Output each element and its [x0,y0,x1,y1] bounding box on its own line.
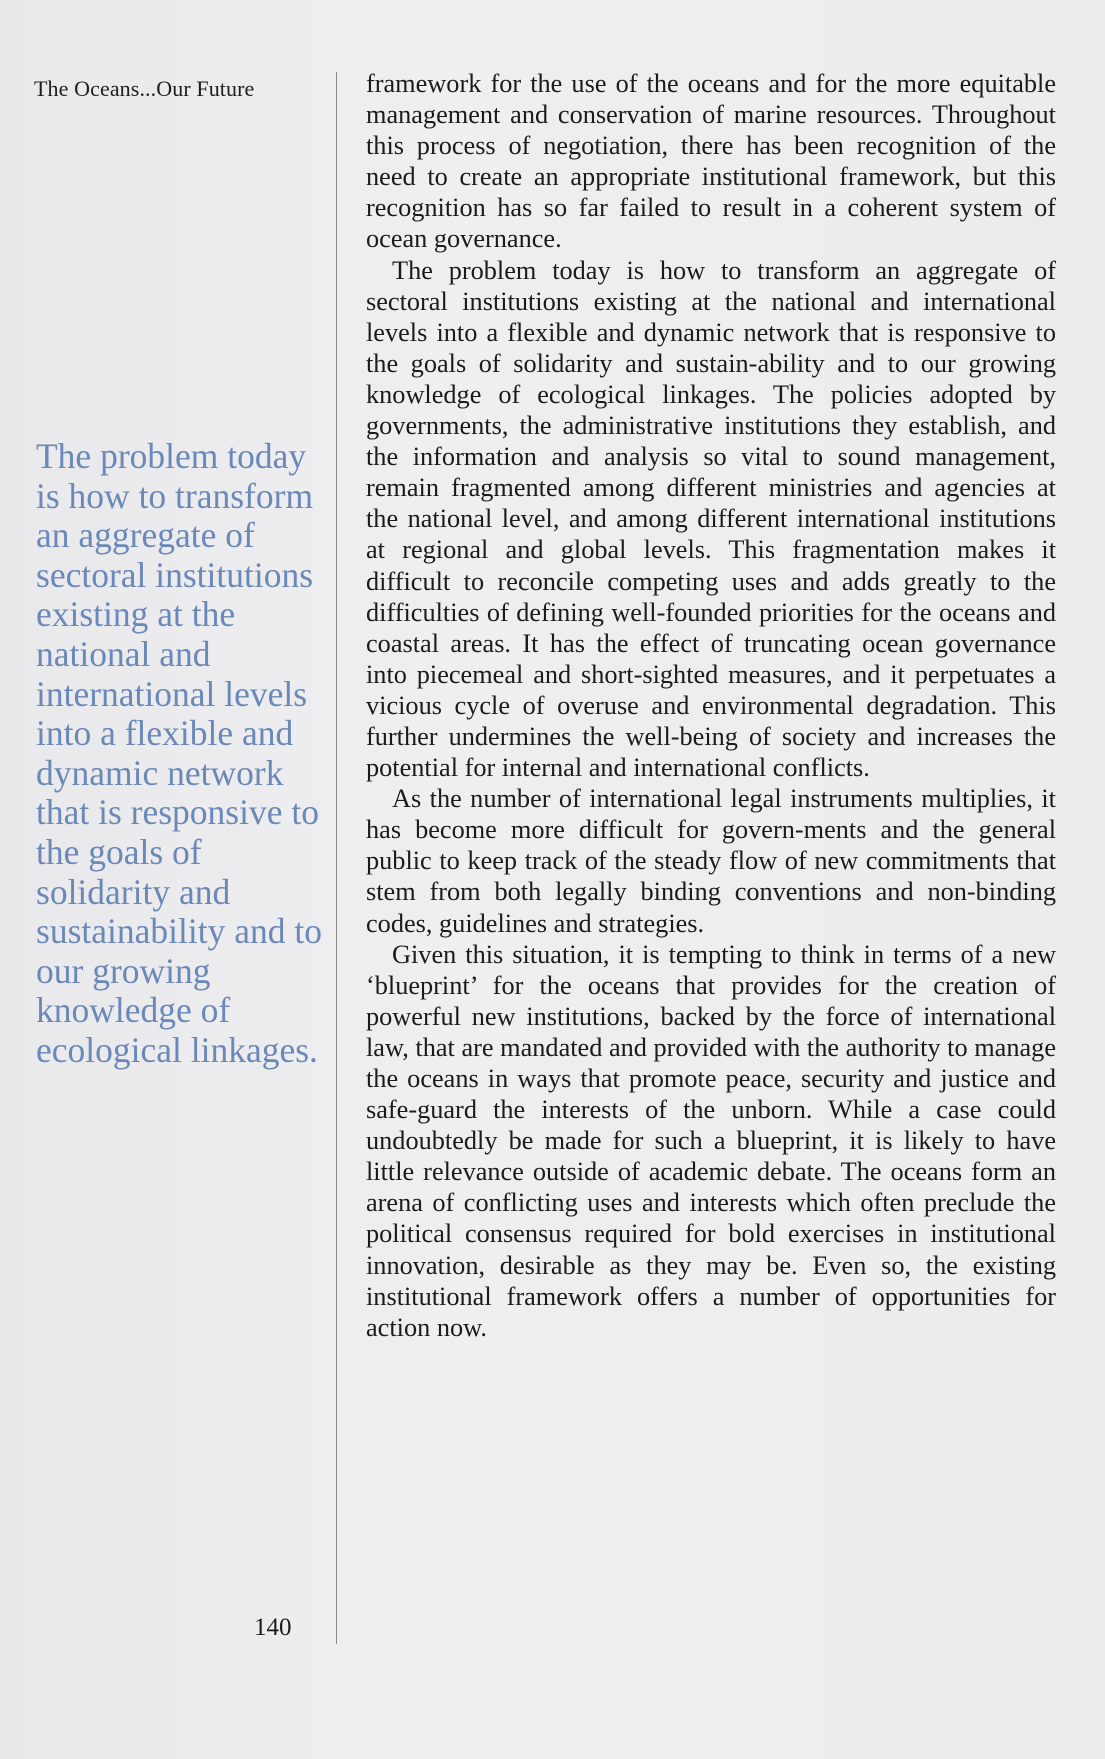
page-number: 140 [254,1614,292,1641]
body-text [366,68,1056,1343]
paragraph-4: Given this situation, it is tempting to think in terms of a new ‘blueprint’ for the oceans that provides for the creation of powerful new institutions, backed by the force of international law, that are mandated and provided with the authority to manage the oceans in ways that promote peace, security and justice and safe-guard the interests of the unborn. While a case could undoubtedly be made for such a blueprint, it is likely to have little relevance outside of academic debate. The oceans form an arena of conflicting uses and interests which often preclude the political consensus required for bold exercises in institutional innovation, desirable as they may be. Even so, the existing institutional framework offers a number of opportunities for action now. [366,939,1056,1342]
column-divider [336,72,337,1644]
paragraph-1: framework for the use of the oceans and for the more equitable management and conservation of marine resources. Throughout this process of negotiation, there has been recognition of the need to create an appropriate institutional framework, but this recognition has so far failed to result in a coherent system of ocean governance. [366,69,1056,254]
paragraph-2: The problem today is how to transform an aggregate of sectoral institutions existing at the national and international levels into a flexible and dynamic network that is responsive to the goals of solidarity and sustain-ability and to our growing knowledge of ecological linkages. The policies adopted by governments, the administrative institutions they establish, and the information and analysis so vital to sound management, remain fragmented among different ministries and agencies at the national level, and among different international institutions at regional and global levels. This fragmentation makes it difficult to reconcile competing uses and adds greatly to the difficulties of defining well-founded priorities for the oceans and coastal areas. It has the effect of truncating ocean governance into piecemeal and short-sighted measures, and it perpetuates a vicious cycle of overuse and environmental degradation. This further undermines the well-being of society and increases the potential for internal and international conflicts. [366,255,1056,783]
pull-quote: The problem today is how to transform an aggregate of sectoral institutions existing at the national and international levels into a flexible and dynamic network that is responsive to the goals of solidarity and sustainability and to our growing knowledge of ecological linkages. [36,436,322,1070]
paragraph-3: As the number of international legal instruments multiplies, it has become more difficult for govern-ments and the general public to keep track of the steady flow of new commitments that stem from both legally binding conventions and non-binding codes, guidelines and strategies. [366,784,1056,938]
running-head: The Oceans...Our Future [34,76,255,101]
